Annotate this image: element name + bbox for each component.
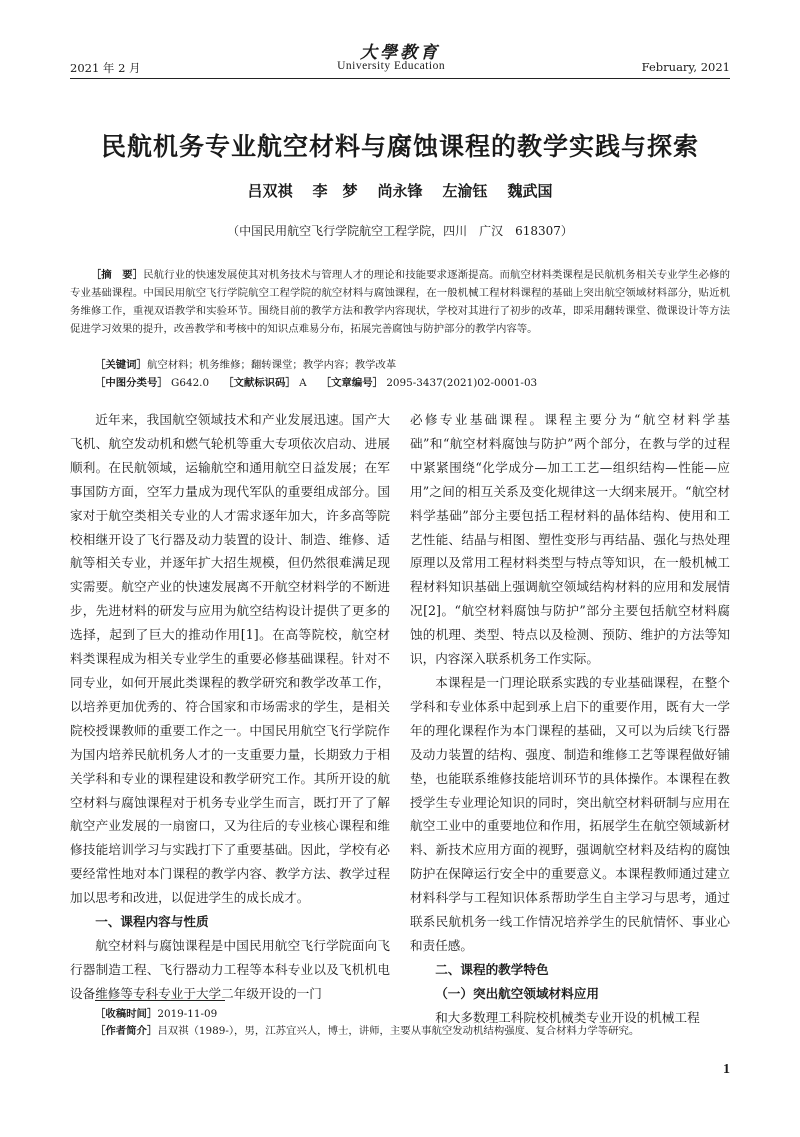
- section-heading: 一、课程内容与性质: [95, 914, 209, 930]
- doc-code-label: ［文献标识码］: [223, 377, 296, 389]
- header-date-cn: 2021 年 2 月: [70, 61, 141, 75]
- author: 李 梦: [312, 182, 358, 200]
- doc-code-value: A: [299, 377, 307, 389]
- subsection-heading: （一）突出航空领域材料应用: [435, 985, 599, 1001]
- running-header: [70, 60, 730, 76]
- body-column-left: [70, 408, 390, 1006]
- affiliation: （中国民用航空飞行学院航空工程学院，四川 广汉 618307）: [227, 224, 573, 238]
- body-paragraph: 航空材料与腐蚀课程是中国民用航空飞行学院面向飞行器制造工程、飞行器动力工程等本科专业以及飞机机电设备维修等专科专业于大学二年级开设的一门: [70, 937, 390, 1001]
- article-number-value: 2095-3437(2021)02-0001-03: [386, 377, 538, 389]
- abstract: [70, 266, 730, 338]
- body-paragraph: 近年来，我国航空领域技术和产业发展迅速。国产大飞机、航空发动机和燃气轮机等重大专项依次启动、进展顺利。在民航领域，运输航空和通用航空日益发展；在军事国防方面，空军力量成为现代军队的重要组成部分。国家对于航空类相关专业的人才需求逐年加大，许多高等院校相继开设了飞行器及动力装置的设计、制造、维修、适航等相关专业，并逐年扩大招生规模，但仍然很难满足现实需要。航空产业的快速发展离不开航空材料学的不断进步，先进材料的研发与应用为航空结构设计提供了更多的选择，起到了巨大的推动作用[1]。在高等院校，航空材料类课程成为相关专业学生的重要必修基础课程。针对不同专业，如何开展此类课程的教学研究和教学改革工作，以培养更加优秀的、符合国家和市场需求的学生，是相关院校授课教师的重要工作之一。中国民用航空飞行学院作为国内培养民航机务人才的一支重要力量，长期致力于相关学科和专业的课程建设和教学研究工作。其所开设的航空材料与腐蚀课程对于机务专业学生而言，既打开了了解航空产业发展的一扇窗口，又为往后的专业核心课程和维修技能培训学习与实践打下了重要基础。因此，学校有必要经常性地对本门课程的教学内容、教学方法、教学过程加以思考和改进，以促进学生的成长成才。: [70, 412, 390, 906]
- body-paragraph: 本课程是一门理论联系实践的专业基础课程，在整个学科和专业体系中起到承上启下的重要作用，既有大一学年的理化课程作为本门课程的基础，又可以为后续飞行器及动力装置的结构、强度、制造和维修工艺等课程做好铺垫，也能联系维修技能培训环节的具体操作。本课程在教授学生专业理论知识的同时，突出航空材料研制与应用在航空工业中的重要地位和作用，拓展学生在航空领域新材料、新技术应用方面的视野，强调航空材料及结构的腐蚀防护在保障运行安全中的重要意义。本课程教师通过建立材料科学与工程知识体系帮助学生自主学习与思考，通过联系民航机务一线工作情况培养学生的民航情怀、事业心和责任感。: [410, 674, 730, 953]
- journal-logo: 大學教育: [360, 43, 440, 63]
- body-column-right: [410, 408, 730, 1030]
- clc-value: G642.0: [171, 377, 210, 389]
- section-heading: 二、课程的教学特色: [435, 961, 549, 977]
- footnote-rule: [95, 1000, 225, 1001]
- keywords-label: ［关键词］: [95, 359, 147, 371]
- author-list: [0, 180, 800, 201]
- abstract-text: 民航行业的快速发展使其对机务技术与管理人才的理论和技能要求逐渐提高。而航空材料类课程是民航机务相关专业学生必修的专业基础课程。中国民用航空飞行学院航空工程学院的航空材料与腐蚀课程，在一般机械工程材料课程的基础上突出航空领域材料部分，贴近机务维修工作，重视双语教学和实验环节。围绕目前的教学方法和教学内容现状，学校对其进行了初步的改革，即采用翻转课堂、微课设计等方法促进学习效果的提升，改善教学和考核中的知识点难易分布，拓展完善腐蚀与防护部分的教学内容等。: [70, 269, 730, 335]
- body-paragraph: 必修专业基础课程。课程主要分为“航空材料学基础”和“航空材料腐蚀与防护”两个部分，在教与学的过程中紧紧围绕“化学成分—加工工艺—组织结构—性能—应用”之间的相互关系及变化规律这一大纲来展开。“航空材料学基础”部分主要包括工程材料的晶体结构、使用和工艺性能、结晶与相图、塑性变形与再结晶、强化与热处理原理以及常用工程材料类型与特点等知识，在一般机械工程材料知识基础上强调航空领域结构材料的应用和发展情况[2]。“航空材料腐蚀与防护”部分主要包括航空材料腐蚀的机理、类型、特点以及检测、预防、维护的方法等知识，内容深入联系机务工作实际。: [410, 412, 730, 667]
- received-label: ［收稿时间］: [95, 1008, 158, 1020]
- keywords: [95, 356, 725, 374]
- received-value: 2019-11-09: [157, 1008, 218, 1020]
- classification-line: [95, 374, 725, 392]
- keywords-text: 航空材料；机务维修；翻转课堂；教学内容；教学改革: [146, 359, 397, 371]
- body-paragraph: 和大多数理工科院校机械类专业开设的机械工程: [435, 1009, 700, 1025]
- paper-title: 民航机务专业航空材料与腐蚀课程的教学实践与探索: [100, 132, 699, 161]
- article-number-label: ［文章编号］: [320, 377, 383, 389]
- author: 吕双祺: [247, 182, 293, 200]
- header-rule: [70, 78, 730, 79]
- author: 尚永锋: [377, 182, 423, 200]
- author: 左渝钰: [442, 182, 488, 200]
- footnotes: [95, 1006, 735, 1040]
- clc-label: ［中图分类号］: [95, 377, 168, 389]
- abstract-label: ［摘 要］: [90, 269, 144, 281]
- header-date-en: February, 2021: [641, 60, 730, 74]
- author-bio-value: 吕双祺（1989-），男，江苏宜兴人，博士，讲师，主要从事航空发动机结构强度、复合材料力学等研究。: [157, 1025, 640, 1037]
- header-journal-name: University Education: [337, 60, 446, 72]
- author-bio-label: ［作者简介］: [95, 1025, 158, 1037]
- author: 魏武国: [507, 182, 553, 200]
- page-number: 1: [723, 1062, 730, 1077]
